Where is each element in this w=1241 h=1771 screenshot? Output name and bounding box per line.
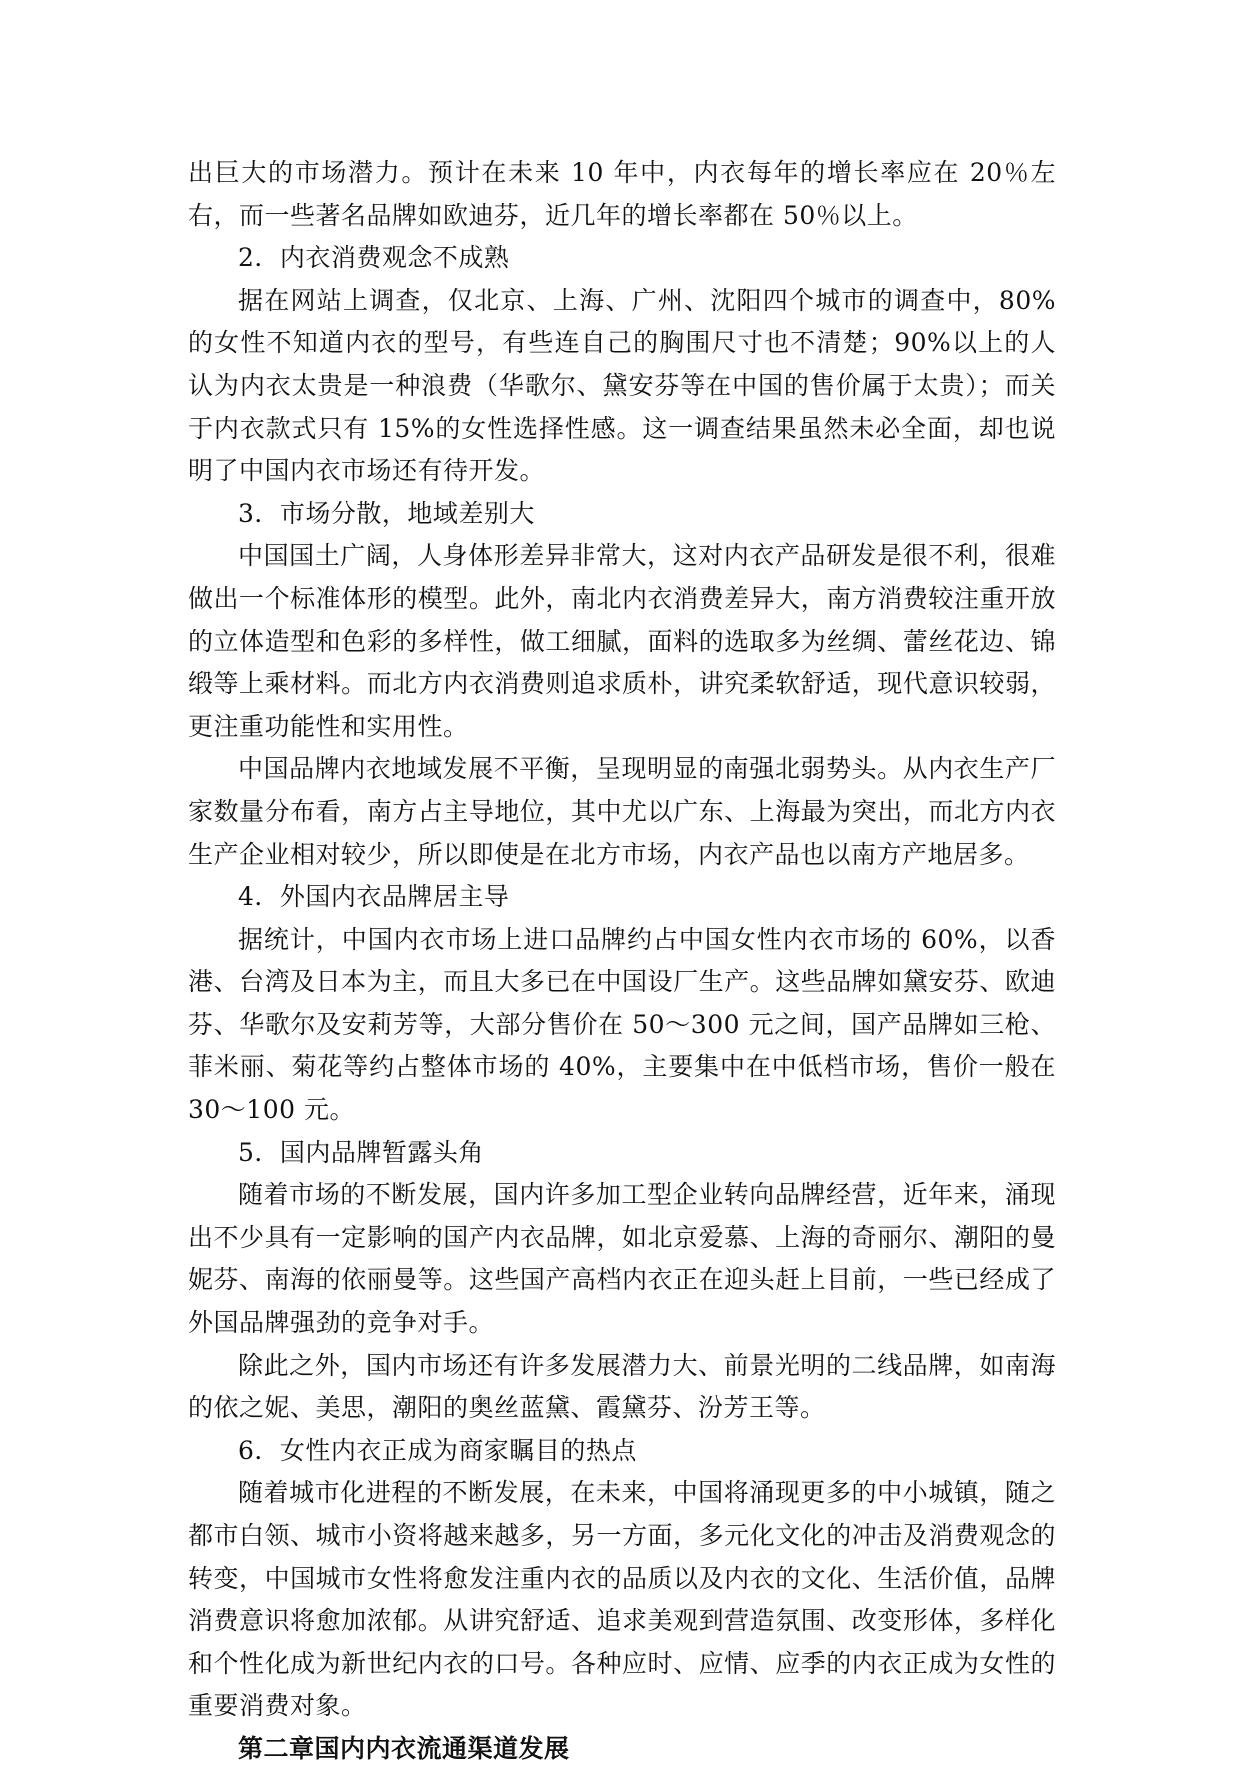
paragraph-foreign-brands: 据统计，中国内衣市场上进口品牌约占中国女性内衣市场的 60%，以香港、台湾及日本为主，而且大多已在中国设厂生产。这些品牌如黛安芬、欧迪芬、华歌尔及安莉芳等，大部分售价在 50～300 元之间，国产品牌如三枪、菲米丽、菊花等约占整体市场的 40%，主要集中在中低档市场，售价一般在 30～100 元。 <box>188 924 1056 1125</box>
section-heading-5: 5．国内品牌暂露头角 <box>238 1137 484 1167</box>
paragraph-regional-differences: 中国国土广阔，人身体形差异非常大，这对内衣产品研发是很不利，很难做出一个标准体形的模型。此外，南北内衣消费差异大，南方消费较注重开放的立体造型和色彩的多样性，做工细腻，面料的选取多为丝绸、蕾丝花边、锦缎等上乘材料。而北方内衣消费则追求质朴，讲究柔软舒适，现代意识较弱，更注重功能性和实用性。 <box>188 541 1056 741</box>
document-body <box>188 152 1056 1771</box>
section-heading-3: 3．市场分散，地域差别大 <box>238 498 535 528</box>
paragraph-domestic-brands: 随着市场的不断发展，国内许多加工型企业转向品牌经营，近年来，涌现出不少具有一定影响的国产内衣品牌，如北京爱慕、上海的奇丽尔、潮阳的曼妮芬、南海的依丽曼等。这些国产高档内衣正在迎头赶上目前，一些已经成了外国品牌强劲的竞争对手。 <box>188 1180 1056 1338</box>
section-heading-4: 4．外国内衣品牌居主导 <box>238 882 510 912</box>
paragraph-market-potential: 出巨大的市场潜力。预计在未来 10 年中，内衣每年的增长率应在 20％左右，而一些著名品牌如欧迪芬，近几年的增长率都在 50％以上。 <box>188 158 1056 230</box>
section-heading-6: 6．女性内衣正成为商家瞩目的热点 <box>238 1435 637 1465</box>
paragraph-urbanization-trend: 随着城市化进程的不断发展，在未来，中国将涌现更多的中小城镇，随之都市白领、城市小资将越来越多，另一方面，多元化文化的冲击及消费观念的转变，中国城市女性将愈发注重内衣的品质以及内衣的文化、生活价值，品牌消费意识将愈加浓郁。从讲究舒适、追求美观到营造氛围、改变形体，多样化和个性化成为新世纪内衣的口号。各种应时、应情、应季的内衣正成为女性的重要消费对象。 <box>188 1478 1056 1721</box>
paragraph-second-tier-brands: 除此之外，国内市场还有许多发展潜力大、前景光明的二线品牌，如南海的依之妮、美思，潮阳的奥丝蓝黛、霞黛芬、汾芳王等。 <box>188 1350 1056 1423</box>
paragraph-south-north-imbalance: 中国品牌内衣地域发展不平衡，呈现明显的南强北弱势头。从内衣生产厂家数量分布看，南方占主导地位，其中尤以广东、上海最为突出，而北方内衣生产企业相对较少，所以即使是在北方市场，内衣产品也以南方产地居多。 <box>188 754 1056 869</box>
paragraph-consumer-survey: 据在网站上调查，仅北京、上海、广州、沈阳四个城市的调查中，80%的女性不知道内衣的型号，有些连自己的胸围尺寸也不清楚；90%以上的人认为内衣太贵是一种浪费（华歌尔、黛安芬等在中国的售价属于太贵）；而关于内衣款式只有 15%的女性选择性感。这一调查结果虽然未必全面，却也说明了中国内衣市场还有待开发。 <box>188 285 1056 486</box>
chapter-title: 第二章国内内衣流通渠道发展 <box>238 1733 570 1763</box>
section-heading-2: 2．内衣消费观念不成熟 <box>238 243 510 273</box>
